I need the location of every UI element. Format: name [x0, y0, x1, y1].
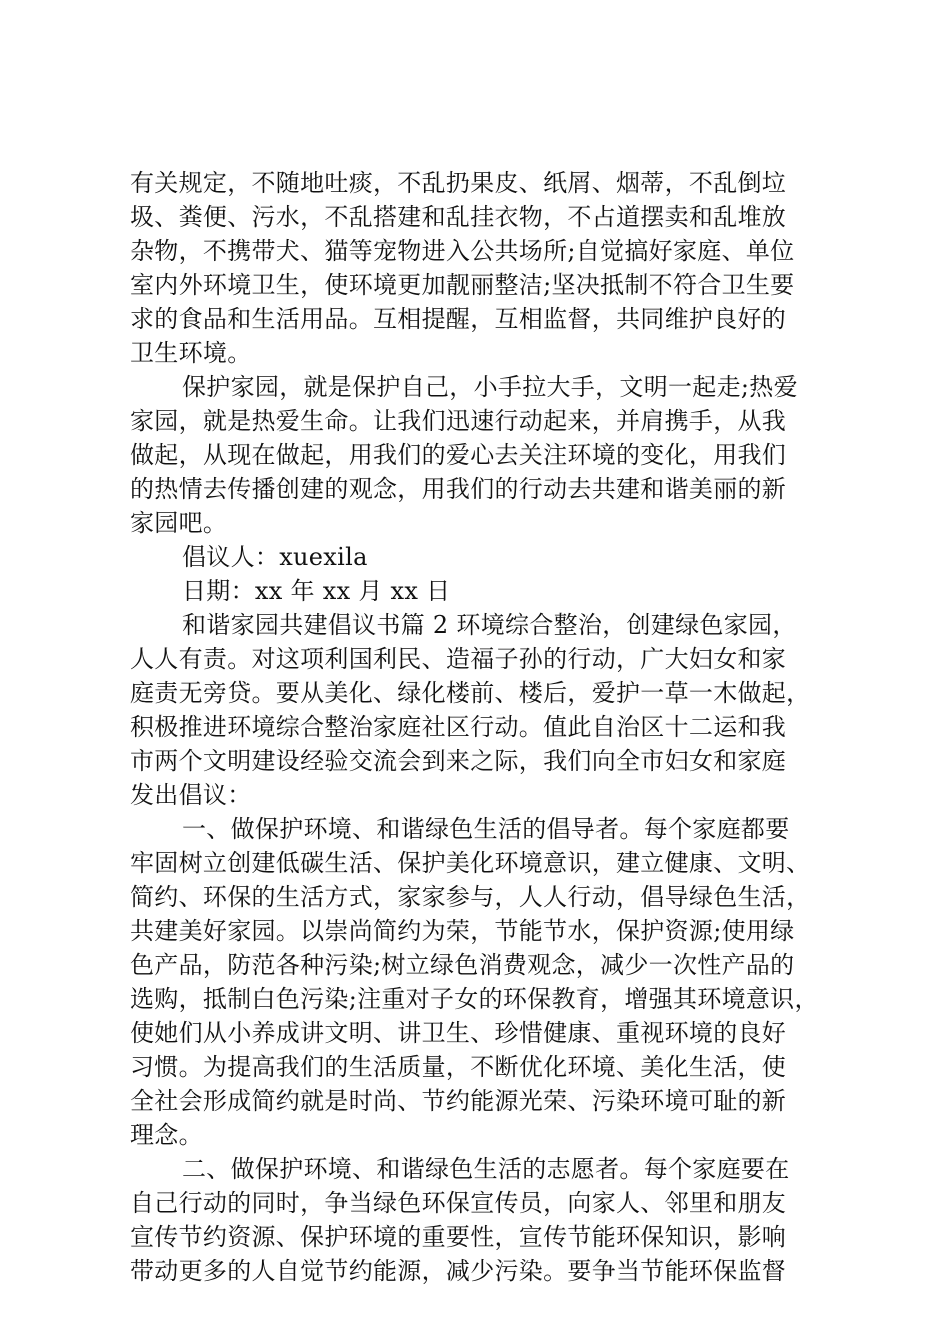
text-line: 室内外环境卫生，使环境更加靓丽整洁;坚决抵制不符合卫生要: [130, 271, 795, 299]
text-line: 求的食品和生活用品。互相提醒，互相监督，共同维护良好的: [130, 305, 787, 333]
text-line: 积极推进环境综合整治家庭社区行动。值此自治区十二运和我: [130, 713, 787, 741]
text-line: 倡议人：xuexila: [182, 543, 368, 571]
text-line: 牢固树立创建低碳生活、保护美化环境意识，建立健康、文明、: [130, 849, 811, 877]
text-line: 自己行动的同时，争当绿色环保宣传员，向家人、邻里和朋友: [130, 1189, 787, 1217]
text-line: 庭责无旁贷。要从美化、绿化楼前、楼后，爱护一草一木做起，: [130, 679, 811, 707]
text-line: 发出倡议：: [130, 781, 252, 809]
text-line: 卫生环境。: [130, 339, 252, 367]
text-line: 选购，抵制白色污染;注重对子女的环保教育，增强其环境意识，: [130, 985, 819, 1013]
text-line: 做起，从现在做起，用我们的爱心去关注环境的变化，用我们: [130, 441, 787, 469]
document-body: [130, 166, 830, 1288]
text-line: 使她们从小养成讲文明、讲卫生、珍惜健康、重视环境的良好: [130, 1019, 787, 1047]
text-line: 二、做保护环境、和谐绿色生活的志愿者。每个家庭要在: [182, 1155, 790, 1183]
text-line: 市两个文明建设经验交流会到来之际，我们向全市妇女和家庭: [130, 747, 787, 775]
text-line: 家园吧。: [130, 509, 228, 537]
text-line: 保护家园，就是保护自己，小手拉大手，文明一起走;热爱: [182, 373, 798, 401]
text-line: 理念。: [130, 1121, 203, 1149]
text-line: 带动更多的人自觉节约能源，减少污染。要争当节能环保监督: [130, 1257, 787, 1285]
text-line: 一、做保护环境、和谐绿色生活的倡导者。每个家庭都要: [182, 815, 790, 843]
text-line: 和谐家园共建倡议书篇 2 环境综合整治，创建绿色家园，: [182, 611, 797, 639]
text-line: 的热情去传播创建的观念，用我们的行动去共建和谐美丽的新: [130, 475, 787, 503]
text-line: 人人有责。对这项利国利民、造福子孙的行动，广大妇女和家: [130, 645, 787, 673]
text-line: 习惯。为提高我们的生活质量，不断优化环境、美化生活，使: [130, 1053, 787, 1081]
text-line: 色产品，防范各种污染;树立绿色消费观念，减少一次性产品的: [130, 951, 795, 979]
text-line: 家园，就是热爱生命。让我们迅速行动起来，并肩携手，从我: [130, 407, 787, 435]
text-line: 简约、环保的生活方式，家家参与，人人行动，倡导绿色生活，: [130, 883, 811, 911]
text-line: 宣传节约资源、保护环境的重要性，宣传节能环保知识，影响: [130, 1223, 787, 1251]
text-line: 杂物，不携带犬、猫等宠物进入公共场所;自觉搞好家庭、单位: [130, 237, 795, 265]
text-line: 全社会形成简约就是时尚、节约能源光荣、污染环境可耻的新: [130, 1087, 787, 1115]
text-line: 有关规定，不随地吐痰，不乱扔果皮、纸屑、烟蒂，不乱倒垃: [130, 169, 787, 197]
text-line: 共建美好家园。以崇尚简约为荣，节能节水，保护资源;使用绿: [130, 917, 795, 945]
text-line: 日期：xx 年 xx 月 xx 日: [182, 577, 451, 605]
text-line: 圾、粪便、污水，不乱搭建和乱挂衣物，不占道摆卖和乱堆放: [130, 203, 787, 231]
